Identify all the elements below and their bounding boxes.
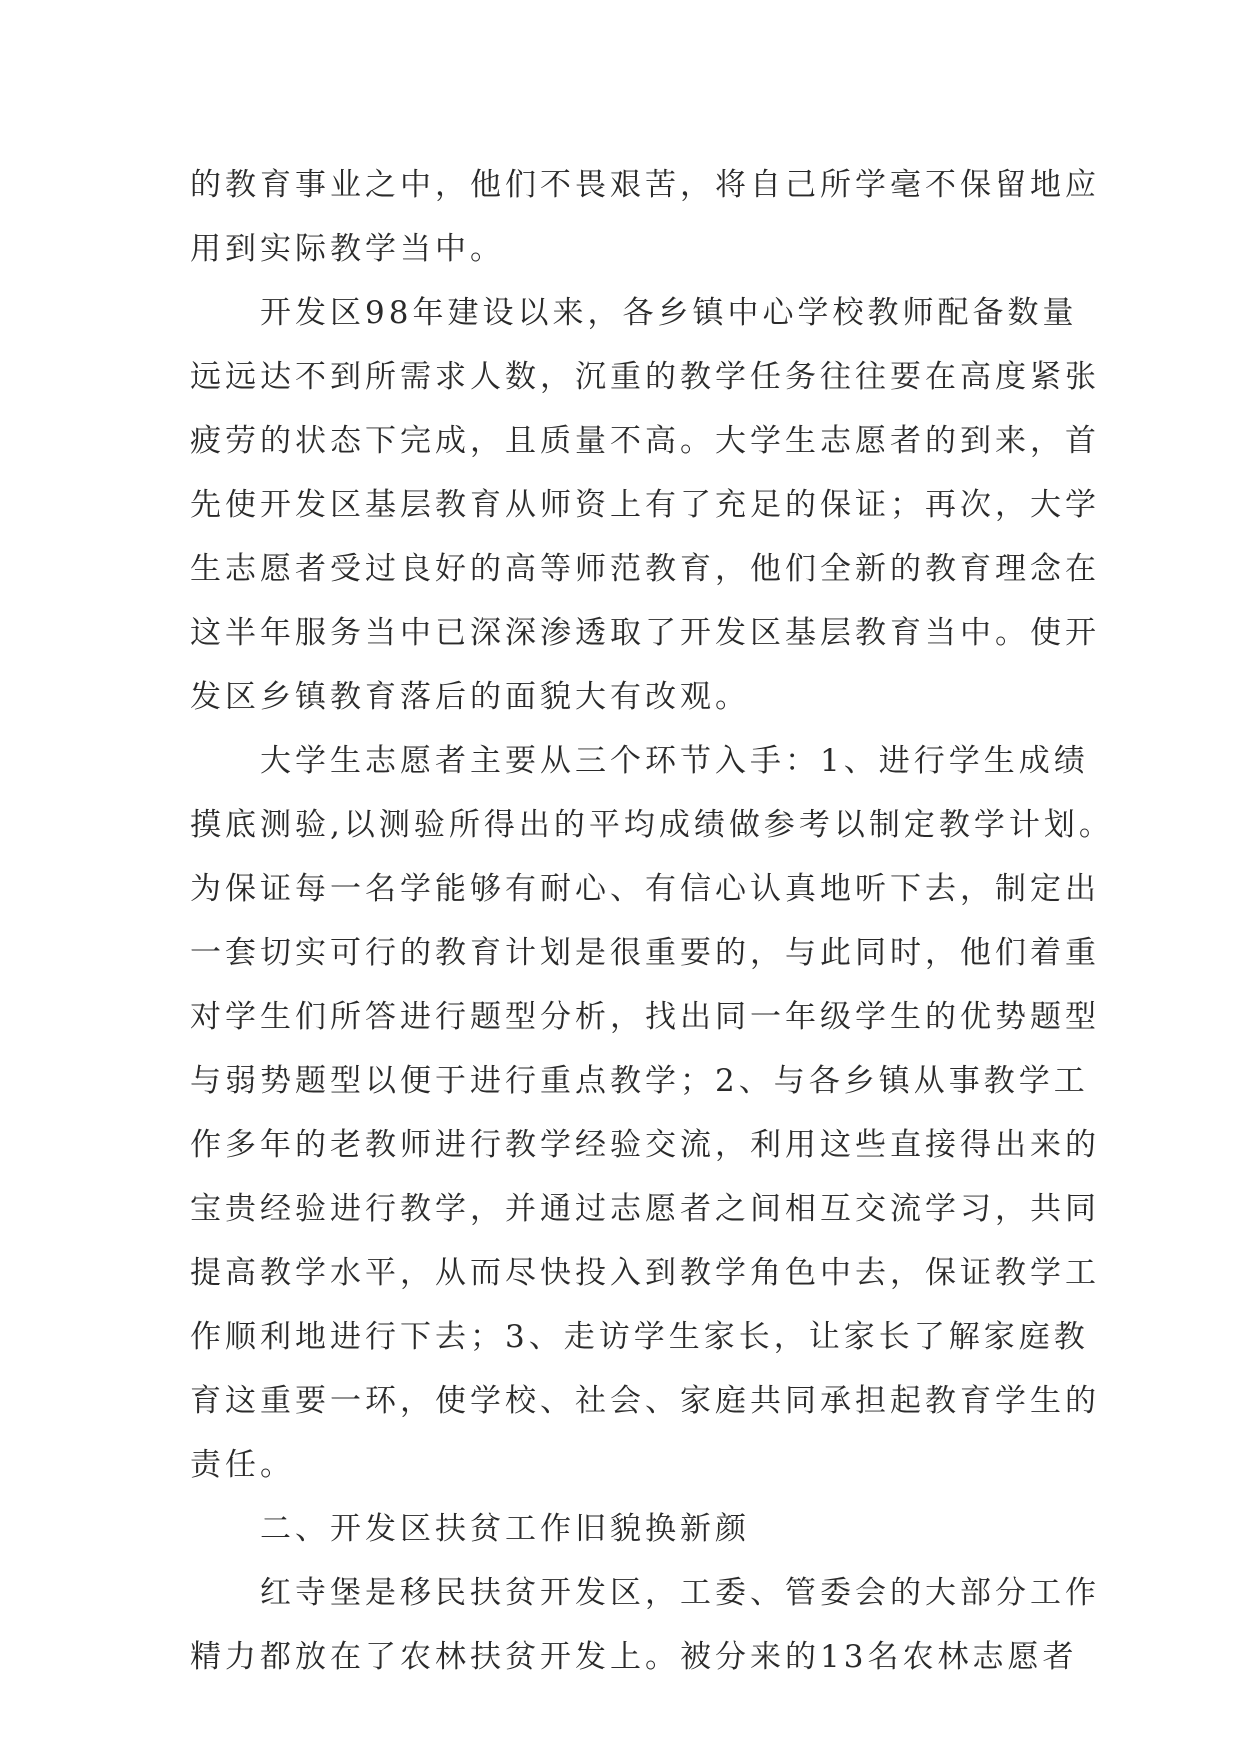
paragraph-first-line: 红寺堡是移民扶贫开发区，工委、管委会的大部分工作 <box>260 1575 1100 1611</box>
text-line: 为保证每一名学能够有耐心、有信心认真地听下去，制定出 <box>190 871 1100 907</box>
text-line: 用到实际教学当中。 <box>190 231 505 267</box>
text-line: 提高教学水平，从而尽快投入到教学角色中去，保证教学工 <box>190 1255 1100 1291</box>
text-line: 发区乡镇教育落后的面貌大有改观。 <box>190 679 750 715</box>
text-line: 疲劳的状态下完成，且质量不高。大学生志愿者的到来，首 <box>190 423 1100 459</box>
text-line: 宝贵经验进行教学，并通过志愿者之间相互交流学习，共同 <box>190 1191 1100 1227</box>
text-line: 作顺利地进行下去；3、走访学生家长，让家长了解家庭教 <box>190 1319 1089 1355</box>
paragraph-first-line: 大学生志愿者主要从三个环节入手：1、进行学生成绩 <box>260 743 1089 779</box>
text-line: 育这重要一环，使学校、社会、家庭共同承担起教育学生的 <box>190 1383 1100 1419</box>
text-line: 精力都放在了农林扶贫开发上。被分来的13名农林志愿者 <box>190 1639 1078 1675</box>
text-line: 生志愿者受过良好的高等师范教育，他们全新的教育理念在 <box>190 551 1100 587</box>
text-line: 与弱势题型以便于进行重点教学；2、与各乡镇从事教学工 <box>190 1063 1089 1099</box>
text-line: 作多年的老教师进行教学经验交流，利用这些直接得出来的 <box>190 1127 1100 1163</box>
paragraph-first-line: 开发区98年建设以来，各乡镇中心学校教师配备数量 <box>260 295 1078 331</box>
document-body <box>190 153 1114 1689</box>
text-line: 责任。 <box>190 1447 295 1483</box>
text-line: 远远达不到所需求人数，沉重的教学任务往往要在高度紧张 <box>190 359 1100 395</box>
text-line: 先使开发区基层教育从师资上有了充足的保证；再次，大学 <box>190 487 1100 523</box>
text-line: 这半年服务当中已深深渗透取了开发区基层教育当中。使开 <box>190 615 1100 651</box>
text-line: 的教育事业之中，他们不畏艰苦，将自己所学毫不保留地应 <box>190 167 1100 203</box>
text-line: 一套切实可行的教育计划是很重要的，与此同时，他们着重 <box>190 935 1100 971</box>
text-line: 对学生们所答进行题型分析，找出同一年级学生的优势题型 <box>190 999 1100 1035</box>
section-heading: 二、开发区扶贫工作旧貌换新颜 <box>260 1511 750 1547</box>
text-line: 摸底测验,以测验所得出的平均成绩做参考以制定教学计划。 <box>190 807 1114 843</box>
